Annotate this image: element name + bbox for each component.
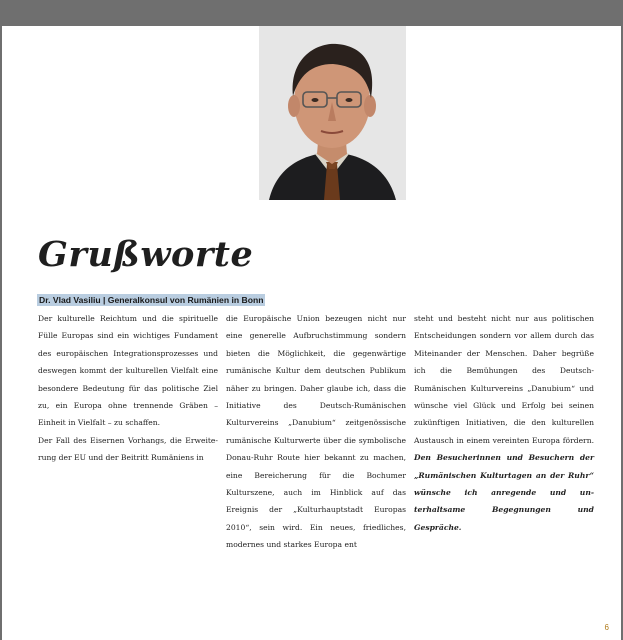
- text-column-3: [414, 310, 594, 536]
- viewer-toolbar: [0, 0, 623, 26]
- paragraph-text: steht und besteht nicht nur aus politischen Entscheidungen sondern vor allem durch das Miteinander der Menschen. Daher begrüße ich die Bemühungen des Deutsch-Rumänischen Kulturvereins „Danubium“ und wünsche viel Glück und Erfolg bei seinen zukünftigen Initiativen, die den kulturellen Austausch in einem vereinten Europa fördern.: [414, 314, 594, 445]
- paragraph: die Europäische Union bezeugen nicht nur eine generelle Aufbruchstimmung sondern bieten die Möglichkeit, die gegenwärtige rumänische Kultur dem deutschen Publikum näher zu bringen. Daher glaube ich, dass die Initiative des Deutsch-Rumänischen Kulturvereins „Danubium“ zeitgenössische rumänische Kulturwerte über die symbolische Donau-Ruhr Route hier bekannt zu machen, eine Bereicherung für die Bochumer Kulturszene, auch im Hinblick auf das Ereignis der „Kulturhauptstadt Europas 2010“, sein wird. Ein neues, friedliches, modernes und starkes Europa ent: [226, 314, 406, 550]
- page-number: 6: [604, 623, 609, 632]
- paragraph: Der Fall des Eisernen Vorhangs, die Erweiterung der EU und der Beitritt Rumäniens in: [38, 435, 218, 463]
- portrait-illustration: [259, 26, 406, 200]
- paragraph: [414, 310, 594, 536]
- author-byline[interactable]: Dr. Vlad Vasiliu | Generalkonsul von Rumänien in Bonn: [39, 295, 264, 305]
- paragraph: Der kulturelle Reichtum und die spirituelle Fülle Europas sind ein wichtiges Fundament des europäischen Integrationsprozesses und deswegen kommt der kulturellen Vielfalt eine besondere Bedeutung für das politische Ziel zu, ein Europa ohne trennende Gräben – Einheit in Vielfalt – zu schaffen.: [38, 314, 218, 428]
- text-column-2: [226, 310, 406, 554]
- portrait-photo: [259, 26, 406, 200]
- page-title: Grußworte: [38, 234, 254, 275]
- document-page: [2, 26, 621, 640]
- text-column-1: [38, 310, 218, 467]
- closing-greeting: Den Besucherinnen und Besuchern der „Rumänischen Kulturtagen an der Ruhr“ wünsche ich anregende und unterhaltsame Begegnungen und Gespräche.: [414, 453, 594, 532]
